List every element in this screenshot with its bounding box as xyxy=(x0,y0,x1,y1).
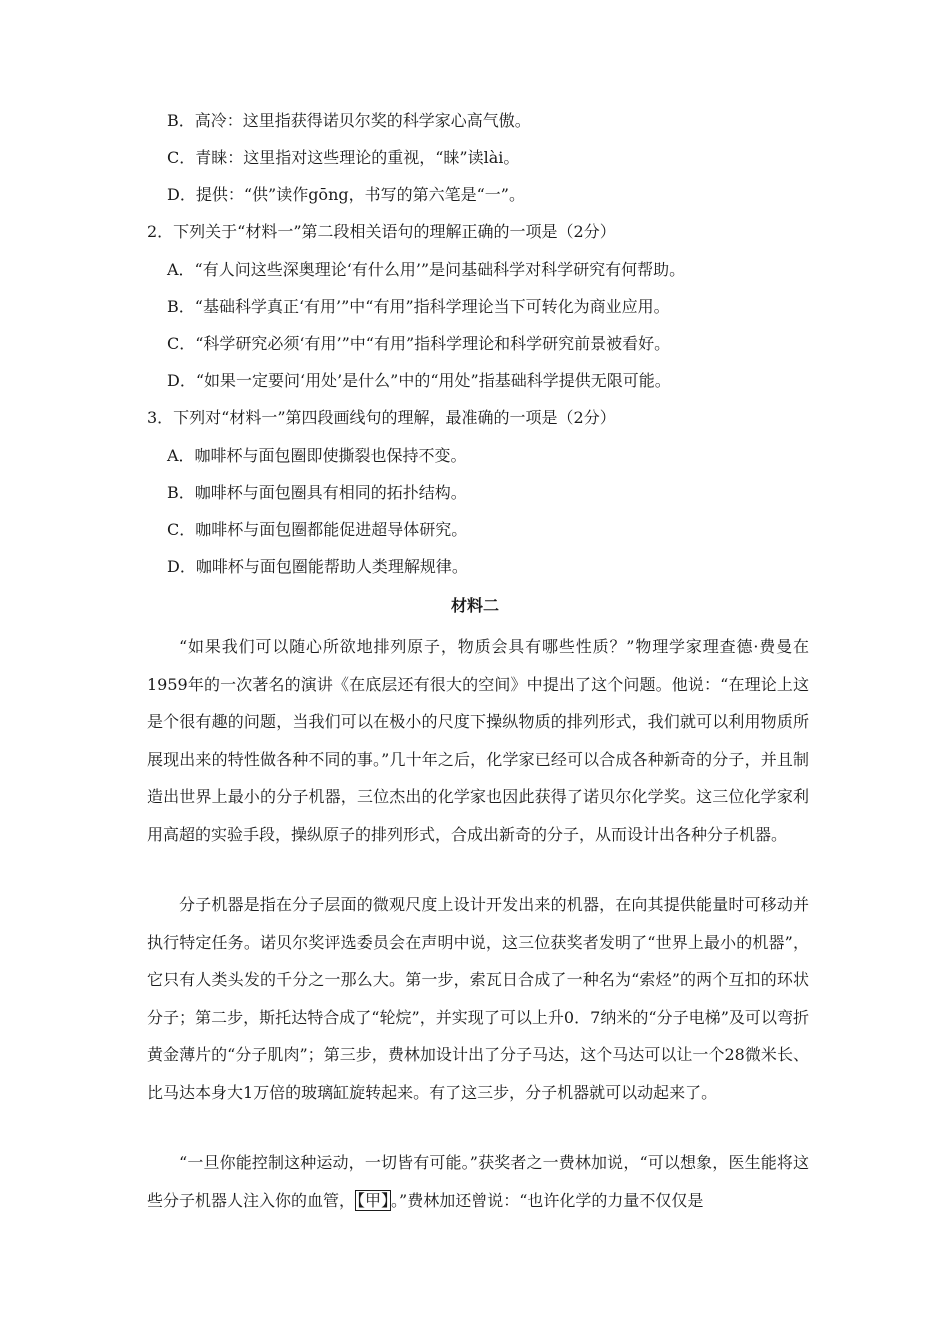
blank-jia-marker: 【甲】 xyxy=(357,1190,390,1210)
q3-option-d: D．咖啡杯与面包圈能帮助人类理解规律。 xyxy=(167,557,468,576)
q2-option-a: A．“有人问这些深奥理论‘有什么用’”是问基础科学对科学研究有何帮助。 xyxy=(167,260,686,279)
q3-option-b: B．咖啡杯与面包圈具有相同的拓扑结构。 xyxy=(167,483,467,502)
q2-option-c: C．“科学研究必须‘有用’”中“有用”指科学理论和科学研究前景被看好。 xyxy=(167,334,671,353)
material-2-paragraph-2: 分子机器是指在分子层面的微观尺度上设计开发出来的机器，在向其提供能量时可移动并执行特定任务。诺贝尔奖评选委员会在声明中说，这三位获奖者发明了“世界上最小的机器”，它只有人类头发的千分之一那么大。第一步，索瓦日合成了一种名为“索烃”的两个互扣的环状分子；第二步，斯托达特合成了“轮烷”，并实现了可以上升0．7纳米的“分子电梯”及可以弯折黄金薄片的“分子肌肉”；第三步，费林加设计出了分子马达，这个马达可以让一个28微米长、比马达本身大1万倍的玻璃缸旋转起来。有了这三步，分子机器就可以动起来了。 xyxy=(147,895,809,1102)
q1-option-b: B．高冷：这里指获得诺贝尔奖的科学家心高气傲。 xyxy=(167,111,531,130)
material-2-paragraph-3 xyxy=(147,1144,809,1219)
question-2-stem: 2．下列关于“材料一”第二段相关语句的理解正确的一项是（2分） xyxy=(147,222,616,241)
q2-option-d: D．“如果一定要问‘用处’是什么”中的“用处”指基础科学提供无限可能。 xyxy=(167,371,671,390)
q1-option-c: C．青睐：这里指对这些理论的重视，“睐”读lài。 xyxy=(167,148,520,167)
paragraph-3-text-before-blank: “一旦你能控制这种运动，一切皆有可能。”获奖者之一费林加说，“可以想象，医生能将这些分子机器人注入你的血管， xyxy=(147,1153,809,1210)
material-2-title: 材料二 xyxy=(450,596,499,615)
q2-option-b: B．“基础科学真正‘有用’”中“有用”指科学理论当下可转化为商业应用。 xyxy=(167,297,670,316)
q3-option-a: A．咖啡杯与面包圈即使撕裂也保持不变。 xyxy=(167,446,467,465)
question-3-stem: 3．下列对“材料一”第四段画线句的理解，最准确的一项是（2分） xyxy=(147,408,616,427)
material-2-paragraph-1: “如果我们可以随心所欲地排列原子，物质会具有哪些性质？”物理学家理查德·费曼在1959年的一次著名的演讲《在底层还有很大的空间》中提出了这个问题。他说：“在理论上这是个很有趣的问题，当我们可以在极小的尺度下操纵物质的排列形式，我们就可以利用物质所展现出来的特性做各种不同的事。”几十年之后，化学家已经可以合成各种新奇的分子，并且制造出世界上最小的分子机器，三位杰出的化学家也因此获得了诺贝尔化学奖。这三位化学家利用高超的实验手段，操纵原子的排列形式，合成出新奇的分子，从而设计出各种分子机器。 xyxy=(147,637,809,844)
paragraph-3-text-after-blank: 。”费林加还曾说：“也许化学的力量不仅仅是 xyxy=(391,1190,704,1210)
q1-option-d: D．提供：“供”读作gōng，书写的第六笔是“一”。 xyxy=(167,185,525,204)
q3-option-c: C．咖啡杯与面包圈都能促进超导体研究。 xyxy=(167,520,468,539)
